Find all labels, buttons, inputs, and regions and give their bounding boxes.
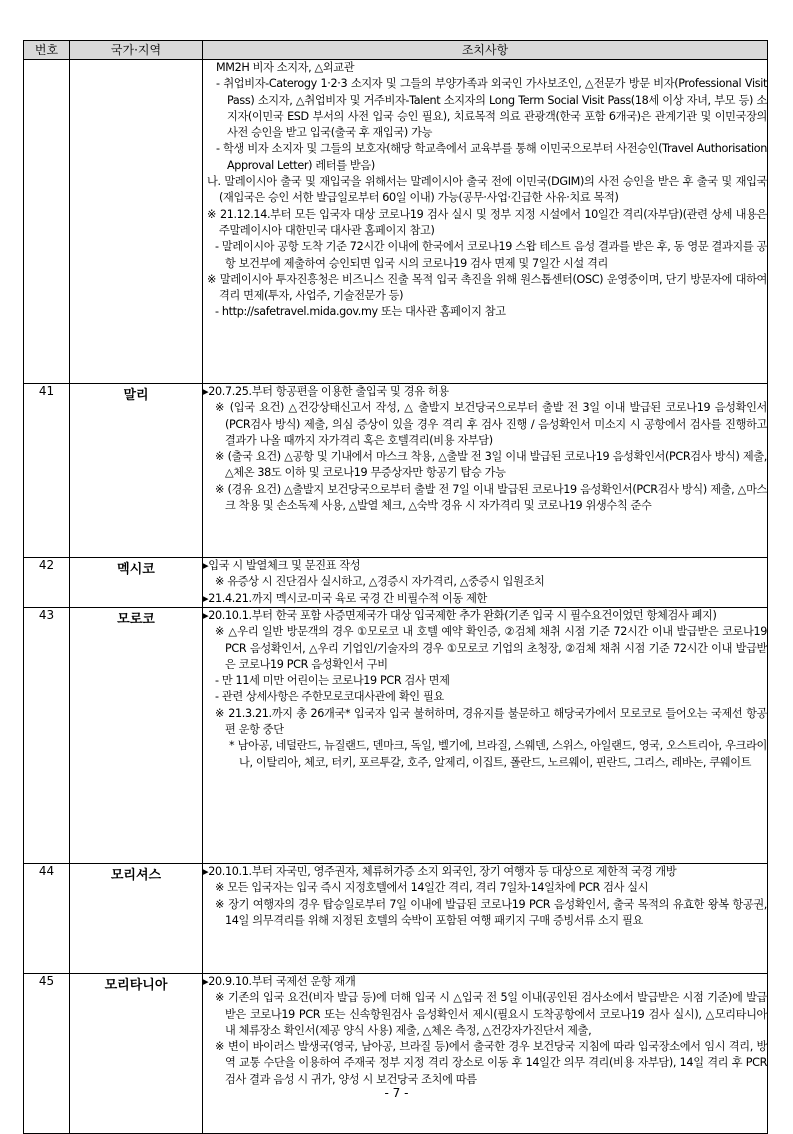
table-row	[24, 558, 768, 608]
measure-line: - 관련 상세사항은 주한모로코대사관에 확인 필요	[215, 690, 444, 704]
table-row	[24, 60, 768, 384]
measure-line: ※ 21.12.14.부터 모든 입국자 대상 코로나19 검사 실시 및 정부 지정 시설에서 10일간 격리(자부담)(관련 상세 내용은 주말레이시아 대한민국 대사관 홈페이지 참고)	[207, 207, 767, 237]
country-name	[70, 60, 203, 384]
row-number: 42	[24, 558, 70, 608]
measure-line: - http://safetravel.mida.gov.my 또는 대사관 홈페이지 참고	[215, 305, 506, 319]
country-name: 멕시코	[70, 558, 203, 608]
row-number	[24, 60, 70, 384]
measure-line: 나. 말레이시아 출국 및 재입국을 위해서는 말레이시아 출국 전에 이민국(DGIM)의 사전 승인을 받은 후 출국 및 재입국(재입국은 승인 서한 발급일로부터 60일 이내) 가능(공무·사업·긴급한 사유·치료 목적)	[207, 175, 767, 205]
measures-cell	[203, 384, 768, 558]
measure-line: ※ (출국 요건) △공항 및 기내에서 마스크 착용, △출발 전 3일 이내 발급된 코로나19 음성확인서(PCR검사 방식) 제출, △체온 38도 이하 및 코로나19 무증상자만 항공기 탑승 가능	[215, 450, 767, 480]
measure-line: ▸20.9.10.부터 국제선 운항 재개	[203, 975, 356, 988]
measure-line: ※ 말레이시아 투자진흥청은 비즈니스 진출 목적 입국 촉진을 위해 원스톱센터(OSC) 운영중이며, 단기 방문자에 대하여 격리 면제(투자, 사업주, 기술전문가 등)	[207, 272, 767, 303]
row-number: 44	[24, 864, 70, 974]
measures-cell	[203, 558, 768, 608]
measure-line: ※ (경유 요건) △출발지 보건당국으로부터 출발 전 7일 이내 발급된 코로나19 음성확인서(PCR검사 방식) 제출, △마스크 착용 및 손소독제 사용, △발열 체크, △숙박 경유 시 자가격리 및 코로나19 위생수칙 준수	[215, 482, 767, 513]
table-row	[24, 974, 768, 1134]
table-header-row	[24, 41, 768, 60]
row-number: 41	[24, 384, 70, 558]
measure-line: ▸20.10.1.부터 한국 포함 사증면제국가 대상 입국제한 추가 완화(기존 입국 시 필수요건이었던 항체검사 폐지)	[203, 609, 717, 622]
header-number: 번호	[24, 41, 70, 60]
measure-line: ※ 21.3.21.까지 총 26개국* 입국자 입국 불허하며, 경유지를 불문하고 해당국가에서 모로코로 들어오는 국제선 항공편 운항 중단	[215, 706, 767, 737]
header-measures: 조치사항	[203, 41, 768, 60]
measure-line: ※ 변이 바이러스 발생국(영국, 남아공, 브라질 등)에서 출국한 경우 보건당국 지침에 따라 입국장소에서 임시 격리, 방역 교통 수단을 이용하여 주재국 정부 지정 격리 장소로 이동 후 14일간 의무 격리(비용 자부담), 14일 격리 후 PCR 검사 결과 음성 시 귀가, 양성 시 보건당국 조치에 따름	[215, 1040, 767, 1086]
country-name: 모로코	[70, 608, 203, 864]
table-body	[24, 60, 768, 1134]
measures-table	[23, 40, 768, 1134]
measure-line: - 말레이시아 공항 도착 기준 72시간 이내에 한국에서 코로나19 스왑 테스트 음성 결과를 받은 후, 동 영문 결과지를 공항 보건부에 제출하여 승인되면 입국 시의 코로나19 검사 면제 및 7일간 시설 격리	[215, 240, 767, 270]
country-name: 모리셔스	[70, 864, 203, 974]
measure-line: ※ 기존의 입국 요건(비자 발급 등)에 더해 입국 시 △입국 전 5일 이내(공인된 검사소에서 발급받은 시점 기준)에 발급받은 코로나19 PCR 또는 신속항원검사 음성확인서 제시(필요시 도착공항에서 코로나19 검사 실시), △모리타니아 내 체류장소 확인서(제공 양식 사용) 제출, △체온 측정, △건강자가진단서 제출,	[215, 991, 767, 1037]
measure-line: - 취업비자-Caterogy 1·2·3 소지자 및 그들의 부양가족과 외국인 가사보조인, △전문가 방문 비자(Professional Visit Pass) 소지자, △취업비자 및 거주비자-Talent 소지자의 Long Term Social Visit Pass(18세 이상 자녀, 부모 등) 소지자(이민국 ESD 부서의 사전 입국 승인 필요), 치료목적 의료 관광객(한국 포함 6개국)은 관계기관 및 이민국장의 사전 승인을 받고 입국(출국 후 재입국) 가능	[216, 77, 767, 140]
measure-line: ※ 유증상 시 진단검사 실시하고, △경증시 자가격리, △중증시 입원조치	[215, 575, 545, 589]
measure-line: - 학생 비자 소지자 및 그들의 보호자(해당 학교측에서 교육부를 통해 이민국으로부터 사전승인(Travel Authorisation Approval Letter) 레터를 받음)	[216, 142, 767, 172]
measure-line: * 남아공, 네덜란드, 뉴질랜드, 덴마크, 독일, 벨기에, 브라질, 스웨덴, 스위스, 아일랜드, 영국, 오스트리아, 우크라이나, 이탈리아, 체코, 터키, 포르투갈, 호주, 알제리, 이집트, 폴란드, 노르웨이, 핀란드, 그리스, 레바논, 쿠웨이트	[229, 739, 767, 769]
measure-line: ▸20.10.1.부터 자국민, 영주권자, 체류허가증 소지 외국인, 장기 여행자 등 대상으로 제한적 국경 개방	[203, 865, 677, 878]
table-row	[24, 864, 768, 974]
country-name: 말리	[70, 384, 203, 558]
table-row	[24, 384, 768, 558]
measures-cell	[203, 974, 768, 1134]
measure-line: ▸입국 시 발열체크 및 문진표 작성	[203, 559, 361, 572]
measure-line: - 만 11세 미만 어린이는 코로나19 PCR 검사 면제	[215, 674, 450, 688]
table-row	[24, 608, 768, 864]
measures-cell	[203, 60, 768, 384]
measure-line: ▸21.4.21.까지 멕시코-미국 육로 국경 간 비필수적 이동 제한	[203, 591, 487, 605]
measure-line: ※ △우리 일반 방문객의 경우 ①모로코 내 호텔 예약 확인증, ②검체 채취 시점 기준 72시간 이내 발급받은 코로나19 PCR 음성확인서, △우리 기업인/기술자의 경우 ①모로코 기업의 초청장, ②검체 채취 시점 기준 72시간 이내 발급받은 코로나19 PCR 음성확인서 구비	[215, 625, 767, 671]
measure-line: ※ 장기 여행자의 경우 탑승일로부터 7일 이내에 발급된 코로나19 PCR 음성확인서, 출국 목적의 유효한 왕복 항공권, 14일 의무격리를 위해 지정된 호텔의 숙박이 포함된 여행 패키지 구매 증빙서류 소지 필요	[215, 897, 767, 927]
country-name: 모리타니아	[70, 974, 203, 1134]
measures-cell	[203, 608, 768, 864]
measure-line: MM2H 비자 소지자, △외교관	[216, 61, 355, 74]
measures-cell	[203, 864, 768, 974]
measure-line: ※ 모든 입국자는 입국 즉시 지정호텔에서 14일간 격리, 격리 7일차·14일차에 PCR 검사 실시	[215, 881, 649, 895]
header-country: 국가·지역	[70, 41, 203, 60]
measure-line: ▸20.7.25.부터 항공편을 이용한 출입국 및 경유 허용	[203, 385, 449, 398]
row-number: 45	[24, 974, 70, 1134]
page-number: - 7 -	[384, 1086, 409, 1100]
measure-line: ※ (입국 요건) △건강상태신고서 작성, △ 출발지 보건당국으로부터 출발 전 3일 이내 발급된 코로나19 음성확인서(PCR검사 방식) 제출, 의심 증상이 있을 경우 격리 후 검사 진행 / 음성확인서 미소지 시 공항에서 검사를 진행하고 결과가 나올 때까지 자가격리 혹은 호텔격리(비용 자부담)	[215, 401, 767, 447]
row-number: 43	[24, 608, 70, 864]
